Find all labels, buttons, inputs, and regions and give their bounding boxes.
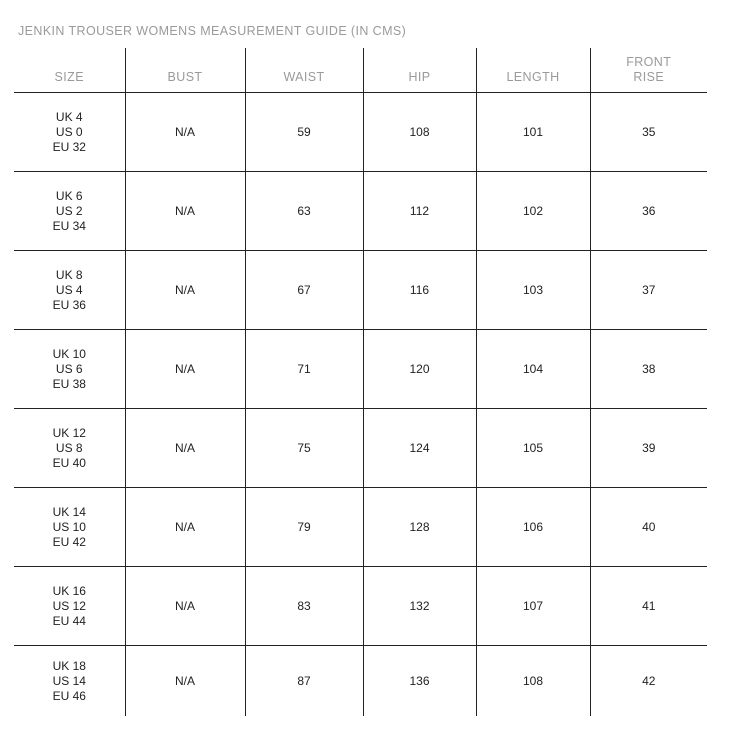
size-label: EU 46 xyxy=(52,688,86,703)
length-cell: 104 xyxy=(476,330,590,409)
hip-cell: 124 xyxy=(363,409,476,488)
table-row xyxy=(14,93,707,172)
waist-cell: 87 xyxy=(245,646,363,717)
size-label: EU 32 xyxy=(52,139,86,154)
hip-cell: 108 xyxy=(363,93,476,172)
bust-cell: N/A xyxy=(125,330,245,409)
size-cell xyxy=(14,172,125,251)
size-label: EU 36 xyxy=(52,297,86,312)
size-label: US 8 xyxy=(55,440,83,455)
size-cell xyxy=(14,646,125,717)
size-label: UK 16 xyxy=(52,583,86,598)
measurement-table xyxy=(14,48,707,716)
hip-cell: 136 xyxy=(363,646,476,717)
length-cell: 107 xyxy=(476,567,590,646)
size-label: UK 8 xyxy=(55,267,83,282)
size-label: EU 40 xyxy=(52,455,86,470)
size-label: UK 6 xyxy=(55,188,83,203)
size-label: EU 44 xyxy=(52,613,86,628)
size-label: US 12 xyxy=(52,598,86,613)
size-label: US 4 xyxy=(55,282,83,297)
front-rise-cell: 39 xyxy=(590,409,707,488)
front-rise-cell: 42 xyxy=(590,646,707,717)
waist-cell: 75 xyxy=(245,409,363,488)
column-header-length: LENGTH xyxy=(476,48,590,93)
table-row xyxy=(14,409,707,488)
front-rise-cell: 36 xyxy=(590,172,707,251)
bust-cell: N/A xyxy=(125,567,245,646)
size-label: US 2 xyxy=(55,203,83,218)
waist-cell: 83 xyxy=(245,567,363,646)
page-title: JENKIN TROUSER WOMENS MEASUREMENT GUIDE (IN CMS) xyxy=(18,24,407,38)
bust-cell: N/A xyxy=(125,409,245,488)
table-row xyxy=(14,330,707,409)
size-cell xyxy=(14,409,125,488)
hip-cell: 112 xyxy=(363,172,476,251)
front-rise-cell: 38 xyxy=(590,330,707,409)
size-label: UK 10 xyxy=(52,346,86,361)
bust-cell: N/A xyxy=(125,488,245,567)
table-row xyxy=(14,646,707,717)
length-cell: 105 xyxy=(476,409,590,488)
size-cell xyxy=(14,93,125,172)
front-rise-cell: 41 xyxy=(590,567,707,646)
bust-cell: N/A xyxy=(125,93,245,172)
front-rise-cell: 35 xyxy=(590,93,707,172)
front-rise-header-text: FRONT RISE xyxy=(626,55,672,84)
size-cell xyxy=(14,251,125,330)
length-cell: 101 xyxy=(476,93,590,172)
length-cell: 103 xyxy=(476,251,590,330)
column-header-hip: HIP xyxy=(363,48,476,93)
hip-cell: 120 xyxy=(363,330,476,409)
front-rise-cell: 37 xyxy=(590,251,707,330)
waist-cell: 63 xyxy=(245,172,363,251)
hip-cell: 116 xyxy=(363,251,476,330)
size-cell xyxy=(14,330,125,409)
size-label: UK 12 xyxy=(52,425,86,440)
size-label: EU 42 xyxy=(52,534,86,549)
waist-cell: 71 xyxy=(245,330,363,409)
size-cell xyxy=(14,567,125,646)
waist-cell: 79 xyxy=(245,488,363,567)
table-row xyxy=(14,567,707,646)
waist-cell: 59 xyxy=(245,93,363,172)
size-label: UK 4 xyxy=(55,109,83,124)
length-cell: 106 xyxy=(476,488,590,567)
length-cell: 108 xyxy=(476,646,590,717)
size-label: US 14 xyxy=(52,673,86,688)
column-header-front-rise xyxy=(590,48,707,93)
hip-cell: 132 xyxy=(363,567,476,646)
size-label: UK 14 xyxy=(52,504,86,519)
column-header-size: SIZE xyxy=(14,48,125,93)
waist-cell: 67 xyxy=(245,251,363,330)
header-row xyxy=(14,48,707,93)
column-header-waist: WAIST xyxy=(245,48,363,93)
bust-cell: N/A xyxy=(125,172,245,251)
column-header-bust: BUST xyxy=(125,48,245,93)
table-row xyxy=(14,172,707,251)
size-label: US 10 xyxy=(52,519,86,534)
bust-cell: N/A xyxy=(125,646,245,717)
size-label: UK 18 xyxy=(52,658,86,673)
bust-cell: N/A xyxy=(125,251,245,330)
table-row xyxy=(14,488,707,567)
size-label: EU 38 xyxy=(52,376,86,391)
size-label: EU 34 xyxy=(52,218,86,233)
size-label: US 6 xyxy=(55,361,83,376)
table-row xyxy=(14,251,707,330)
hip-cell: 128 xyxy=(363,488,476,567)
size-label: US 0 xyxy=(55,124,83,139)
size-cell xyxy=(14,488,125,567)
length-cell: 102 xyxy=(476,172,590,251)
front-rise-cell: 40 xyxy=(590,488,707,567)
